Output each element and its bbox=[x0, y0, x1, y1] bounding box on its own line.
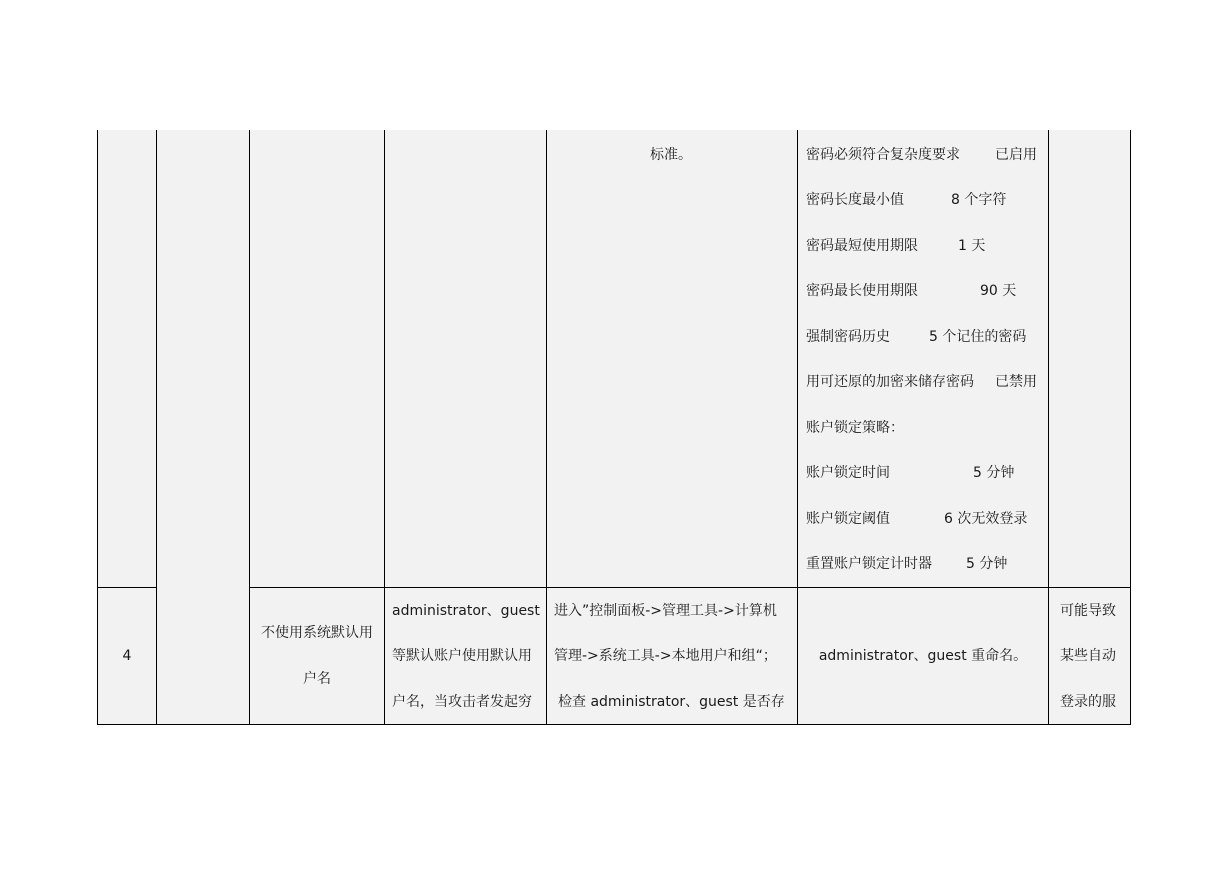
standard-text: 标准。 bbox=[650, 147, 692, 163]
upper-row-impact-cell bbox=[1048, 130, 1131, 588]
impact-text: 登录的服 bbox=[1060, 694, 1116, 710]
item-text: 户名 bbox=[303, 671, 331, 687]
check-method-text: 检查 administrator、guest 是否存 bbox=[558, 694, 785, 710]
row4-item-cell bbox=[249, 587, 385, 725]
requirement-text: administrator、guest 重命名。 bbox=[818, 648, 1028, 664]
upper-row-number-cell bbox=[97, 130, 157, 588]
check-method-text: 管理->系统工具->本地用户和组“； bbox=[554, 648, 777, 664]
policy-name: 密码最短使用期限 bbox=[806, 238, 918, 254]
row4-description-cell bbox=[384, 587, 547, 725]
policy-value: 已启用 bbox=[995, 147, 1037, 163]
policy-value: 90 天 bbox=[980, 283, 1017, 299]
policy-value: 5 分钟 bbox=[973, 465, 1015, 481]
check-method-text: 进入”控制面板->管理工具->计算机 bbox=[554, 603, 777, 619]
category-cell bbox=[156, 130, 250, 725]
row4-impact-cell bbox=[1048, 587, 1131, 725]
row4-requirement-cell bbox=[797, 587, 1049, 725]
row4-number-cell bbox=[97, 587, 157, 725]
policy-name: 账户锁定时间 bbox=[806, 465, 890, 481]
row4-check-method-cell bbox=[546, 587, 798, 725]
description-text: administrator、guest bbox=[392, 603, 540, 619]
upper-row-item-cell bbox=[249, 130, 385, 588]
description-text: 等默认账户使用默认用 bbox=[392, 648, 532, 664]
row-number: 4 bbox=[122, 648, 132, 664]
policy-value: 5 个记住的密码 bbox=[929, 329, 1027, 345]
policy-name: 强制密码历史 bbox=[806, 329, 890, 345]
upper-row-standard-cell bbox=[546, 130, 798, 588]
policy-name: 重置账户锁定计时器 bbox=[806, 556, 932, 572]
policy-name: 账户锁定策略： bbox=[806, 420, 904, 436]
description-text: 户名，当攻击者发起穷 bbox=[392, 694, 532, 710]
item-text: 不使用系统默认用 bbox=[261, 625, 373, 641]
impact-text: 某些自动 bbox=[1060, 648, 1116, 664]
policy-settings-cell bbox=[797, 130, 1049, 588]
policy-name: 密码最长使用期限 bbox=[806, 283, 918, 299]
upper-row-description-cell bbox=[384, 130, 547, 588]
policy-value: 6 次无效登录 bbox=[944, 511, 1028, 527]
policy-value: 8 个字符 bbox=[951, 192, 1007, 208]
policy-value: 5 分钟 bbox=[966, 556, 1008, 572]
policy-name: 用可还原的加密来储存密码 bbox=[806, 374, 974, 390]
policy-value: 1 天 bbox=[958, 238, 986, 254]
policy-value: 已禁用 bbox=[995, 374, 1037, 390]
policy-name: 账户锁定阈值 bbox=[806, 511, 890, 527]
policy-name: 密码必须符合复杂度要求 bbox=[806, 147, 960, 163]
impact-text: 可能导致 bbox=[1060, 603, 1116, 619]
policy-name: 密码长度最小值 bbox=[806, 192, 904, 208]
